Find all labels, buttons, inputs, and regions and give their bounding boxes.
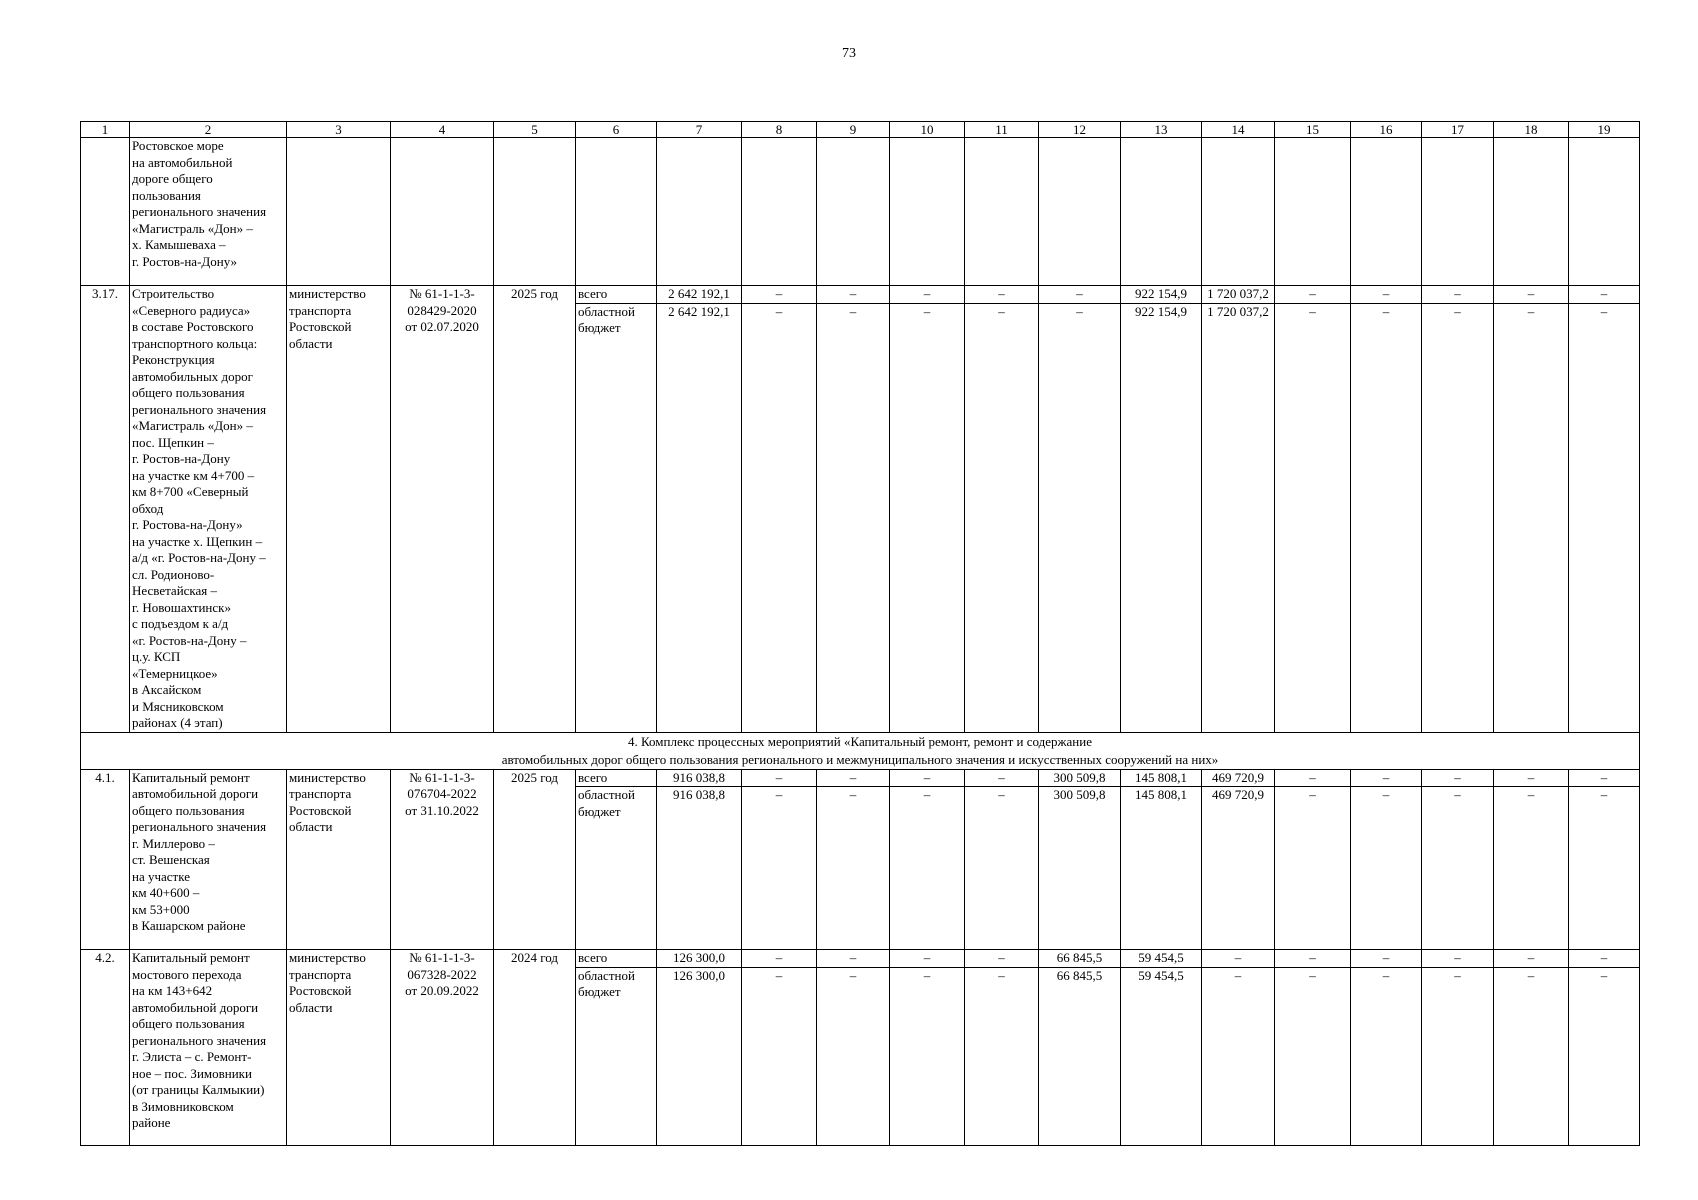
value-cell: – [742,303,817,732]
value-cell: – [742,967,817,1145]
table-row [81,286,1640,304]
row-number-cell: 4.1. [81,769,130,950]
document-cell: № 61-1-1-3- 028429-2020 от 02.07.2020 [391,286,494,733]
value-cell: – [742,286,817,304]
column-number-17: 17 [1422,122,1494,138]
empty-cell [817,138,890,286]
section-header-row [81,732,1640,769]
object-name-cell: Строительство «Северного радиуса» в составе Ростовского транспортного кольца: Реконструкция автомобильных дорог общего пользования регионального значения «Магистраль «Дон» – пос. Щепкин – г. Ростов-на-Дону на участке км 4+700 – км 8+700 «Северный обход г. Ростова-на-Дону» на участке х. Щепкин – а/д «г. Ростов-на-Дону – сл. Родионово- Несветайская – г. Новошахтинск» с подъездом к а/д «г. Ростов-на-Дону – ц.у. КСП «Темерницкое» в Аксайском и Мясниковском районах (4 этап) [130,286,287,733]
empty-cell [742,138,817,286]
table-row [81,138,1640,286]
value-cell: – [817,303,890,732]
value-cell: – [1351,286,1422,304]
value-cell: 469 720,9 [1202,787,1275,950]
value-cell: – [1351,950,1422,968]
column-number-9: 9 [817,122,890,138]
value-cell: – [890,967,965,1145]
value-cell: – [1569,769,1640,787]
value-cell: – [1275,787,1351,950]
column-number-10: 10 [890,122,965,138]
value-cell: 1 720 037,2 [1202,286,1275,304]
empty-cell [1202,138,1275,286]
value-cell: 66 845,5 [1039,950,1121,968]
value-cell: – [1422,787,1494,950]
value-cell: – [890,303,965,732]
value-cell: 300 509,8 [1039,787,1121,950]
empty-cell [1039,138,1121,286]
value-cell: – [1569,787,1640,950]
value-cell: – [1494,769,1569,787]
column-number-14: 14 [1202,122,1275,138]
value-cell: – [1494,787,1569,950]
value-cell: – [965,787,1039,950]
funding-source-cell: всего [576,769,657,787]
value-cell: 1 720 037,2 [1202,303,1275,732]
funding-source-cell: областной бюджет [576,787,657,950]
value-cell: – [1275,303,1351,732]
executor-cell: министерство транспорта Ростовской области [287,950,391,1146]
empty-cell [576,138,657,286]
value-cell: – [1275,967,1351,1145]
value-cell: – [817,286,890,304]
document-cell: № 61-1-1-3- 067328-2022 от 20.09.2022 [391,950,494,1146]
column-number-19: 19 [1569,122,1640,138]
value-cell: – [1039,286,1121,304]
value-cell: – [965,303,1039,732]
value-cell: 2 642 192,1 [657,286,742,304]
value-cell: 300 509,8 [1039,769,1121,787]
value-cell: – [1494,967,1569,1145]
value-cell: – [965,950,1039,968]
object-name-cell: Капитальный ремонт автомобильной дороги общего пользования регионального значения г. Миллерово – ст. Вешенская на участке км 40+600 – км 53+000 в Кашарском районе [130,769,287,950]
empty-cell [1351,138,1422,286]
value-cell: – [1569,303,1640,732]
column-number-13: 13 [1121,122,1202,138]
year-cell: 2025 год [494,769,576,950]
value-cell: 916 038,8 [657,769,742,787]
value-cell: 145 808,1 [1121,769,1202,787]
value-cell: – [1494,303,1569,732]
value-cell: 145 808,1 [1121,787,1202,950]
value-cell: – [1422,303,1494,732]
value-cell: – [1494,286,1569,304]
column-number-7: 7 [657,122,742,138]
value-cell: – [1275,286,1351,304]
value-cell: 2 642 192,1 [657,303,742,732]
value-cell: – [1351,787,1422,950]
value-cell: 66 845,5 [1039,967,1121,1145]
value-cell: – [1569,286,1640,304]
value-cell: – [742,787,817,950]
value-cell: 922 154,9 [1121,286,1202,304]
row-number-cell: 4.2. [81,950,130,1146]
value-cell: – [817,787,890,950]
value-cell: – [817,967,890,1145]
value-cell: – [1351,769,1422,787]
value-cell: – [1275,950,1351,968]
value-cell: – [1422,967,1494,1145]
empty-cell [965,138,1039,286]
empty-cell [1422,138,1494,286]
value-cell: – [1422,286,1494,304]
value-cell: – [1422,950,1494,968]
funding-source-cell: всего [576,286,657,304]
column-number-15: 15 [1275,122,1351,138]
column-number-16: 16 [1351,122,1422,138]
column-number-2: 2 [130,122,287,138]
document-cell: № 61-1-1-3- 076704-2022 от 31.10.2022 [391,769,494,950]
section-title-line-2: автомобильных дорог общего пользования регионального и межмуниципального значения и искусственных сооружений на них» [501,751,1219,767]
value-cell: 126 300,0 [657,967,742,1145]
value-cell: – [1494,950,1569,968]
value-cell: – [965,769,1039,787]
executor-cell: министерство транспорта Ростовской области [287,286,391,733]
table-row [81,769,1640,787]
value-cell: – [965,967,1039,1145]
value-cell: – [1039,303,1121,732]
value-cell: – [742,950,817,968]
empty-cell [890,138,965,286]
value-cell: 469 720,9 [1202,769,1275,787]
value-cell: – [890,787,965,950]
empty-cell [287,138,391,286]
row-number-cell: 3.17. [81,286,130,733]
column-number-6: 6 [576,122,657,138]
value-cell: – [817,769,890,787]
value-cell: – [1351,303,1422,732]
value-cell: – [1569,950,1640,968]
empty-cell [1275,138,1351,286]
empty-cell [1121,138,1202,286]
column-number-4: 4 [391,122,494,138]
value-cell: – [1202,967,1275,1145]
object-name-cell: Капитальный ремонт мостового перехода на км 143+642 автомобильной дороги общего пользования регионального значения г. Элиста – с. Ремонт- ное – пос. Зимовники (от границы Калмыкии) в Зимовниковском районе [130,950,287,1146]
value-cell: 916 038,8 [657,787,742,950]
funding-source-cell: областной бюджет [576,967,657,1145]
empty-cell [391,138,494,286]
funding-source-cell: областной бюджет [576,303,657,732]
section-title-line-1: 4. Комплекс процессных мероприятий «Капитальный ремонт, ремонт и содержание [628,733,1092,749]
value-cell: – [817,950,890,968]
column-number-row [81,122,1640,138]
empty-cell [1494,138,1569,286]
section-title-cell [81,732,1640,769]
value-cell: 126 300,0 [657,950,742,968]
value-cell: – [890,769,965,787]
column-number-5: 5 [494,122,576,138]
object-name-cell: Ростовское море на автомобильной дороге общего пользования регионального значения «Магистраль «Дон» – х. Камышеваха – г. Ростов-на-Дону» [130,138,287,286]
table-row [81,950,1640,968]
value-cell: – [1422,769,1494,787]
column-number-11: 11 [965,122,1039,138]
column-number-1: 1 [81,122,130,138]
row-number-cell [81,138,130,286]
value-cell: – [890,950,965,968]
executor-cell: министерство транспорта Ростовской области [287,769,391,950]
column-number-12: 12 [1039,122,1121,138]
column-number-3: 3 [287,122,391,138]
column-number-18: 18 [1494,122,1569,138]
value-cell: – [1202,950,1275,968]
funding-source-cell: всего [576,950,657,968]
value-cell: 922 154,9 [1121,303,1202,732]
empty-cell [657,138,742,286]
value-cell: – [890,286,965,304]
column-number-8: 8 [742,122,817,138]
empty-cell [1569,138,1640,286]
value-cell: – [965,286,1039,304]
page-number: 73 [842,46,856,61]
value-cell: – [1569,967,1640,1145]
value-cell: – [1351,967,1422,1145]
value-cell: 59 454,5 [1121,950,1202,968]
value-cell: 59 454,5 [1121,967,1202,1145]
value-cell: – [1275,769,1351,787]
year-cell: 2024 год [494,950,576,1146]
value-cell: – [742,769,817,787]
year-cell: 2025 год [494,286,576,733]
program-table [80,121,1640,1146]
empty-cell [494,138,576,286]
